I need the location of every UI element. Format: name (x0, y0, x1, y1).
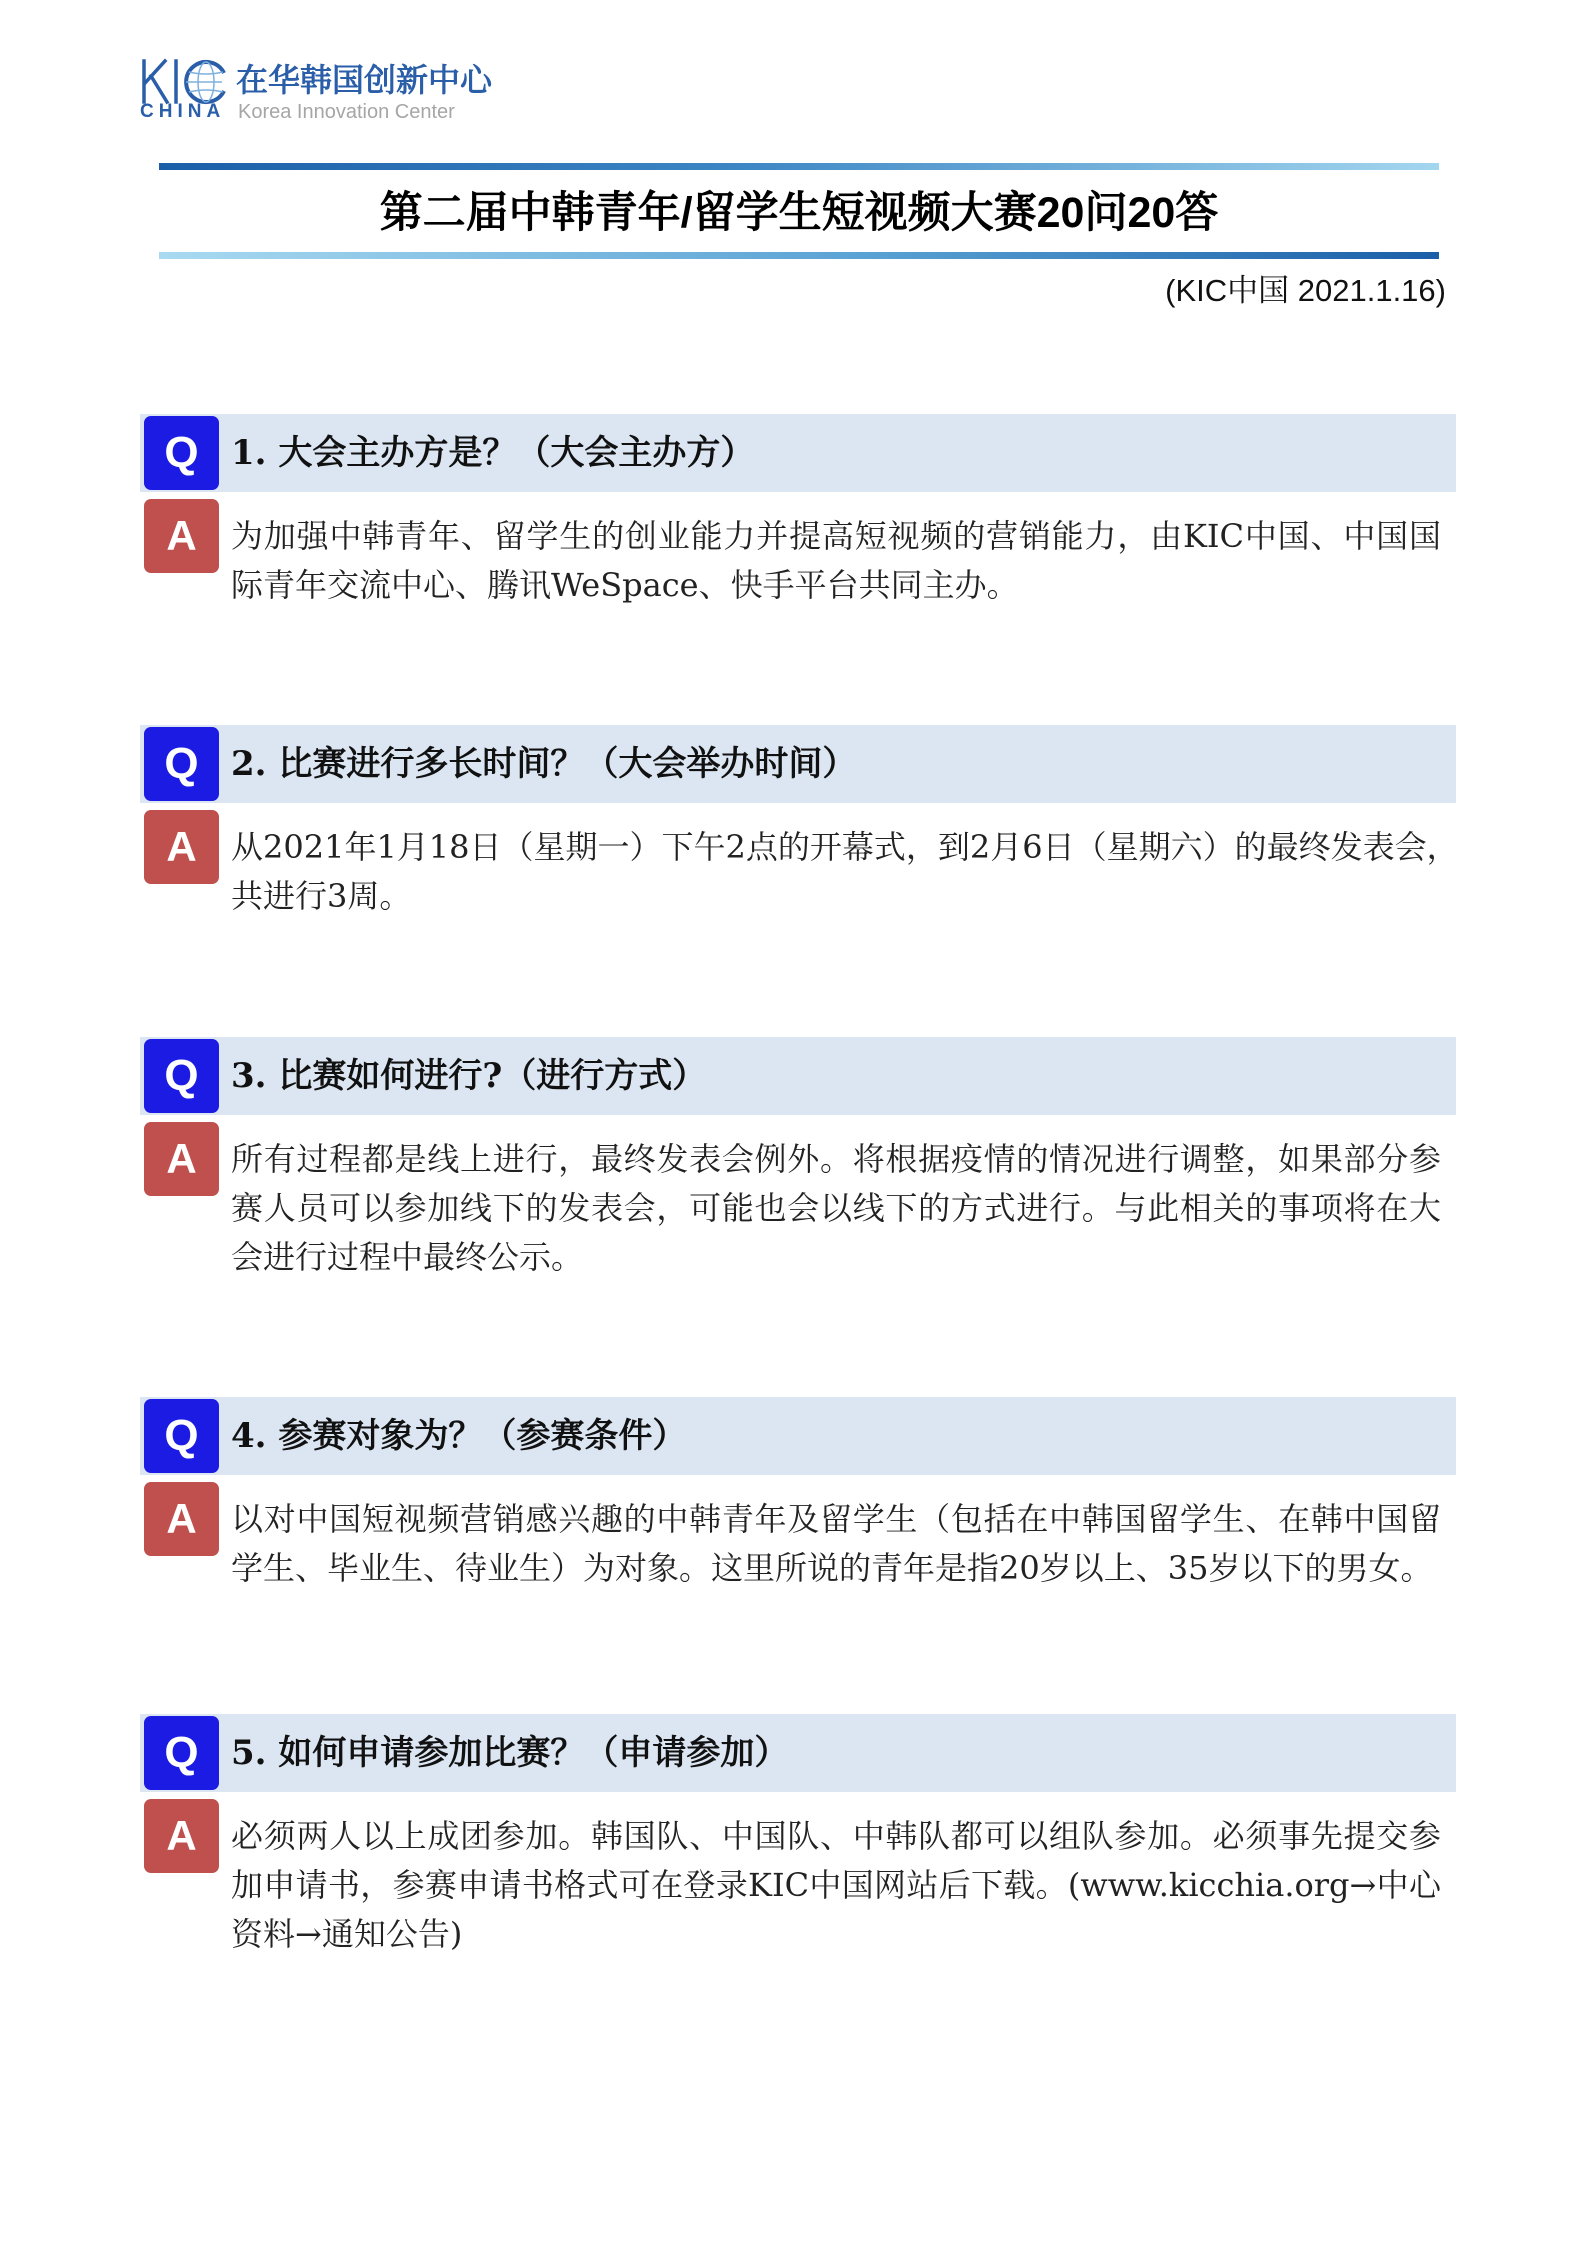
question-text: 4. 参赛对象为？（参赛条件） (231, 1416, 687, 1456)
qa-item-3 (140, 1037, 1456, 1337)
logo-english-name: Korea Innovation Center (238, 101, 455, 123)
qa-item-2 (140, 725, 1459, 1025)
page-title: 第二届中韩青年/留学生短视频大赛20问20答 (379, 189, 1219, 237)
answer-line: 必须两人以上成团参加。韩国队、中国队、中韩队都可以组队参加。必须事先提交参 (231, 1817, 1441, 1855)
qa-item-5 (140, 1714, 1456, 2014)
answer-badge: A (144, 499, 219, 573)
question-bar (140, 1714, 1456, 1792)
answer-line: 以对中国短视频营销感兴趣的中韩青年及留学生（包括在中韩国留学生、在韩中国留 (231, 1500, 1441, 1538)
title-top-rule (159, 163, 1439, 170)
answer-line: 学生、毕业生、待业生）为对象。这里所说的青年是指20岁以上、35岁以下的男女。 (231, 1549, 1433, 1587)
answer-badge: A (144, 1122, 219, 1196)
answer-line: 为加强中韩青年、留学生的创业能力并提高短视频的营销能力，由KIC中国、中国国 (231, 517, 1441, 555)
answer-text (231, 1495, 1441, 1593)
answer-line: 从2021年1月18日（星期一）下午2点的开幕式，到2月6日（星期六）的最终发表会， (231, 828, 1459, 866)
question-text: 1. 大会主办方是？（大会主办方） (231, 433, 755, 473)
answer-text (231, 1135, 1441, 1282)
question-bar (140, 414, 1456, 492)
question-badge: Q (144, 727, 219, 801)
date-note: (KIC中国 2021.1.16) (1165, 273, 1446, 308)
answer-line: 际青年交流中心、腾讯WeSpace、快手平台共同主办。 (231, 566, 1019, 604)
answer-text (231, 1812, 1441, 1959)
question-text: 2. 比赛进行多长时间？（大会举办时间） (231, 744, 857, 784)
answer-line: 加申请书，参赛申请书格式可在登录KIC中国网站后下载。(www.kicchia.org→中心 (231, 1866, 1441, 1904)
answer-text (231, 823, 1459, 921)
qa-item-1 (140, 414, 1456, 714)
question-badge: Q (144, 1716, 219, 1790)
kic-logo-mark (140, 56, 232, 106)
answer-line: 赛人员可以参加线下的发表会，可能也会以线下的方式进行。与此相关的事项将在大 (231, 1189, 1441, 1227)
question-bar (140, 1037, 1456, 1115)
answer-text (231, 512, 1441, 610)
answer-line: 会进行过程中最终公示。 (231, 1238, 584, 1276)
qa-item-4 (140, 1397, 1456, 1697)
question-text: 5. 如何申请参加比赛？（申请参加） (231, 1733, 789, 1773)
logo-country: CHINA (140, 101, 226, 122)
answer-line: 共进行3周。 (231, 877, 412, 915)
answer-line: 资料→通知公告) (231, 1915, 463, 1953)
answer-badge: A (144, 1482, 219, 1556)
title-bottom-rule (159, 252, 1439, 259)
question-bar (140, 725, 1456, 803)
logo-chinese-name: 在华韩国创新中心 (236, 62, 493, 98)
answer-line: 所有过程都是线上进行，最终发表会例外。将根据疫情的情况进行调整，如果部分参 (231, 1140, 1441, 1178)
answer-badge: A (144, 1799, 219, 1873)
question-text: 3. 比赛如何进行?（进行方式） (231, 1056, 707, 1096)
question-badge: Q (144, 416, 219, 490)
question-badge: Q (144, 1039, 219, 1113)
question-bar (140, 1397, 1456, 1475)
question-badge: Q (144, 1399, 219, 1473)
answer-badge: A (144, 810, 219, 884)
